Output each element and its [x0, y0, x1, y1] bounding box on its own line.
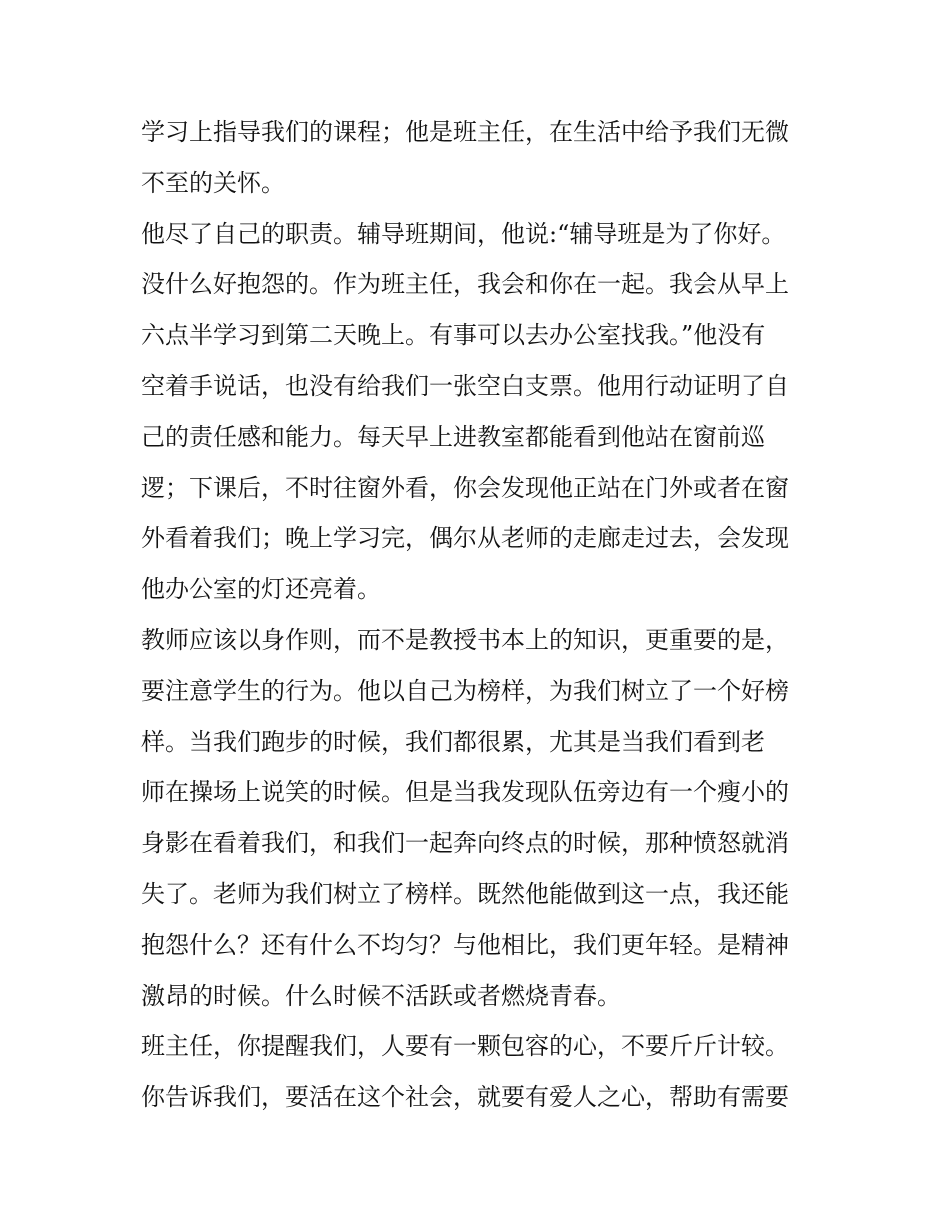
text-line: 要注意学生的行为。他以自己为榜样，为我们树立了一个好榜	[141, 676, 789, 705]
text-line: 抱怨什么？还有什么不均匀？与他相比，我们更年轻。是精神	[141, 930, 789, 959]
text-line: 你告诉我们，要活在这个社会，就要有爱人之心，帮助有需要	[141, 1083, 789, 1112]
text-line: 六点半学习到第二天晚上。有事可以去办公室找我。”他没有	[141, 321, 766, 350]
text-line: 外看着我们；晚上学习完，偶尔从老师的走廊走过去，会发现	[141, 524, 789, 553]
text-line: 他尽了自己的职责。辅导班期间，他说:“辅导班是为了你好。	[141, 219, 786, 248]
text-line: 空着手说话，也没有给我们一张空白支票。他用行动证明了自	[141, 371, 789, 400]
document-body	[141, 107, 813, 1123]
text-line: 不至的关怀。	[141, 168, 285, 197]
text-line: 激昂的时候。什么时候不活跃或者燃烧青春。	[141, 981, 621, 1010]
text-line: 没什么好抱怨的。作为班主任，我会和你在一起。我会从早上	[141, 270, 789, 299]
text-line: 学习上指导我们的课程；他是班主任，在生活中给予我们无微	[141, 118, 789, 146]
text-line: 班主任，你提醒我们，人要有一颗包容的心，不要斤斤计较。	[141, 1032, 789, 1061]
text-line: 身影在看着我们，和我们一起奔向终点的时候，那种愤怒就消	[141, 829, 789, 858]
text-line: 教师应该以身作则，而不是教授书本上的知识，更重要的是，	[141, 625, 789, 654]
text-line: 师在操场上说笑的时候。但是当我发现队伍旁边有一个瘦小的	[141, 778, 789, 807]
text-line: 己的责任感和能力。每天早上进教室都能看到他站在窗前巡	[141, 422, 765, 451]
text-line: 逻；下课后，不时往窗外看，你会发现他正站在门外或者在窗	[141, 473, 789, 502]
text-line: 样。当我们跑步的时候，我们都很累，尤其是当我们看到老	[141, 727, 765, 756]
text-line: 失了。老师为我们树立了榜样。既然他能做到这一点，我还能	[141, 879, 789, 908]
text-line: 他办公室的灯还亮着。	[141, 575, 381, 604]
